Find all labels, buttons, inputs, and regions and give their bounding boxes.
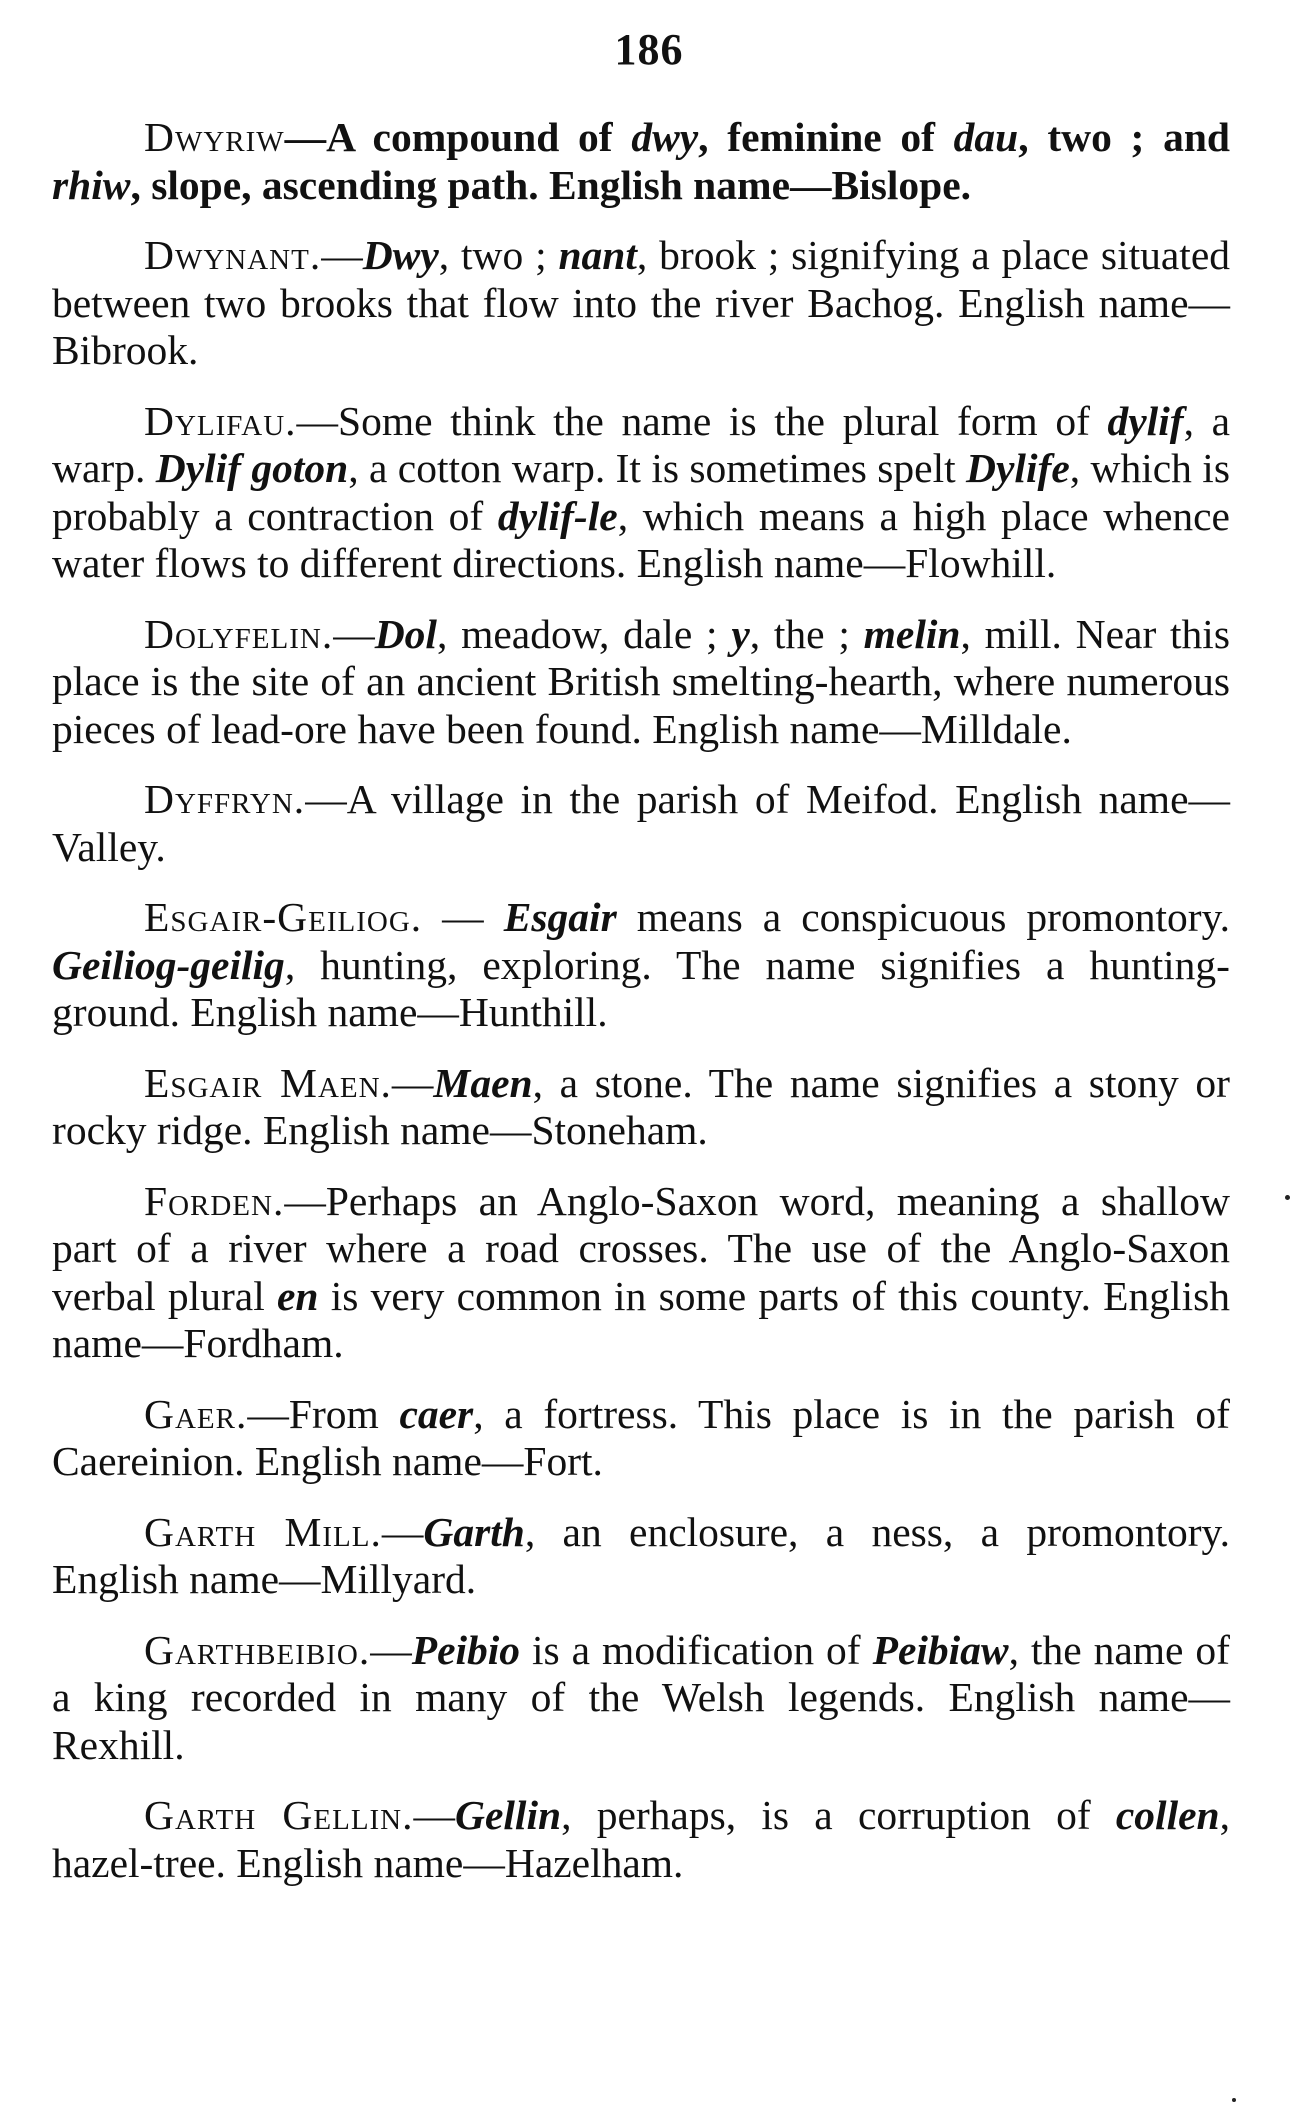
- welsh-term: dwy: [631, 114, 699, 160]
- welsh-term: collen: [1115, 1792, 1220, 1838]
- entry-headword: Dylifau.: [144, 397, 297, 444]
- entry-headword: Dyffryn.: [144, 776, 306, 822]
- welsh-term: Dol: [374, 610, 437, 657]
- entry-text: , feminine of: [698, 114, 954, 160]
- entry-headword: Dwynant.: [144, 232, 322, 278]
- entry-text: , two ; and: [1018, 114, 1230, 160]
- entry-headword: Dolyfelin.: [144, 610, 334, 657]
- entry-text: , the name of a king recorded in many of the Welsh legends. English name—Rexhill.: [52, 1626, 1231, 1768]
- entry-text: —: [413, 1792, 456, 1838]
- place-name-entry: [52, 1627, 1230, 1770]
- welsh-term: caer: [399, 1390, 474, 1437]
- place-name-entry: [52, 1391, 1230, 1486]
- entry-text: , slope, ascending path. English name—Bislope.: [130, 161, 972, 208]
- entry-text: —A village in the parish of Meifod. English name—Valley.: [52, 776, 1230, 870]
- entry-text: , meadow, dale ;: [436, 610, 732, 657]
- entry-headword: Forden.: [144, 1177, 285, 1224]
- margin-speck: [1285, 1195, 1290, 1200]
- entry-text: , brook ; signifying a place situated between two brooks that flow into the river Bachog. English name—Bibrook.: [52, 232, 1231, 373]
- entry-headword: Gaer.: [144, 1390, 248, 1437]
- entry-headword: Garthbeibio.: [144, 1626, 371, 1673]
- welsh-term: en: [276, 1272, 319, 1319]
- entry-text: is a modification of: [520, 1626, 873, 1673]
- entry-text: , an enclosure, a ness, a promontory. English name—Millyard.: [52, 1508, 1230, 1602]
- welsh-term: Dwy: [362, 232, 439, 278]
- welsh-term: melin: [863, 610, 961, 657]
- entry-text: —Perhaps an Anglo-Saxon word, meaning a shallow part of a river where a road crosses. The use of the Anglo-Saxon verbal plural: [52, 1177, 1230, 1319]
- entry-text: is very common in some parts of this county. English name—Fordham.: [52, 1272, 1230, 1366]
- entry-text: —: [370, 1626, 412, 1673]
- entry-headword: Esgair Maen.: [144, 1059, 392, 1106]
- entry-text: , a fortress. This place is in the parish of Caereinion. English name—Fort.: [52, 1390, 1230, 1484]
- entry-text: , hunting, exploring. The name signifies a hunting-ground. English name—Hunthill.: [52, 941, 1230, 1035]
- entry-text: —From: [247, 1390, 400, 1437]
- welsh-term: dau: [953, 114, 1019, 160]
- entry-text: —: [391, 1059, 434, 1106]
- place-name-entry: [52, 776, 1230, 871]
- entry-headword: Dwyriw: [144, 114, 285, 160]
- welsh-term: y: [731, 610, 750, 657]
- entry-headword: Garth Gellin.: [144, 1792, 414, 1838]
- welsh-term: Gellin: [455, 1792, 562, 1838]
- entry-text: , which is probably a contraction of: [52, 445, 1230, 539]
- entry-text: —A compound of: [284, 114, 632, 160]
- entry-text: , perhaps, is a corruption of: [561, 1792, 1116, 1838]
- place-name-entry: [52, 398, 1230, 588]
- entry-text: , two ;: [438, 232, 559, 278]
- entry-text: , the ;: [749, 610, 864, 657]
- welsh-term: Dylif goton: [155, 445, 349, 491]
- welsh-term: dylif-le: [497, 492, 618, 539]
- place-name-entry: [52, 611, 1230, 754]
- place-name-entry: [52, 1509, 1230, 1604]
- page-number: 186: [614, 25, 684, 74]
- entry-headword: Esgair-Geiliog.: [144, 894, 423, 940]
- entry-text: —: [321, 232, 363, 278]
- welsh-term: Garth: [423, 1508, 525, 1555]
- margin-speck: [1232, 2098, 1236, 2102]
- welsh-term: Dylife: [966, 445, 1070, 491]
- welsh-term: rhiw: [52, 161, 131, 208]
- place-name-entry: [52, 114, 1230, 209]
- entry-text: means a conspicuous promontory.: [616, 894, 1230, 940]
- entry-text: , which means a high place whence water flows to different directions. English name—Flowhill.: [52, 492, 1230, 586]
- place-name-entry: [52, 1178, 1230, 1368]
- entry-headword: Garth Mill.: [144, 1508, 382, 1555]
- entry-text: , a stone. The name signifies a stony or rocky ridge. English name—Stoneham.: [52, 1059, 1230, 1153]
- gazetteer-entries: [52, 114, 1230, 1910]
- entry-text: —: [422, 894, 504, 940]
- place-name-entry: [52, 1792, 1230, 1887]
- entry-text: —: [381, 1508, 424, 1555]
- welsh-term: dylif: [1107, 397, 1184, 444]
- welsh-term: Geiliog-geilig: [52, 941, 285, 988]
- place-name-entry: [52, 894, 1230, 1037]
- entry-text: —: [333, 610, 375, 657]
- place-name-entry: [52, 1060, 1230, 1155]
- entry-text: , a warp.: [52, 397, 1231, 491]
- welsh-term: Maen: [433, 1059, 533, 1106]
- welsh-term: Esgair: [503, 894, 617, 940]
- welsh-term: nant: [558, 232, 637, 278]
- entry-text: —Some think the name is the plural form of: [296, 397, 1108, 444]
- entry-text: , mill. Near this place is the site of an ancient British smelting-hearth, where numerous pieces of lead-ore have been found. English name—Milldale.: [52, 610, 1230, 752]
- welsh-term: Peibiaw: [872, 1626, 1009, 1673]
- entry-text: , hazel-tree. English name—Hazelham.: [52, 1792, 1230, 1886]
- entry-text: , a cotton warp. It is sometimes spelt: [348, 445, 967, 491]
- welsh-term: Peibio: [411, 1626, 521, 1673]
- place-name-entry: [52, 232, 1230, 375]
